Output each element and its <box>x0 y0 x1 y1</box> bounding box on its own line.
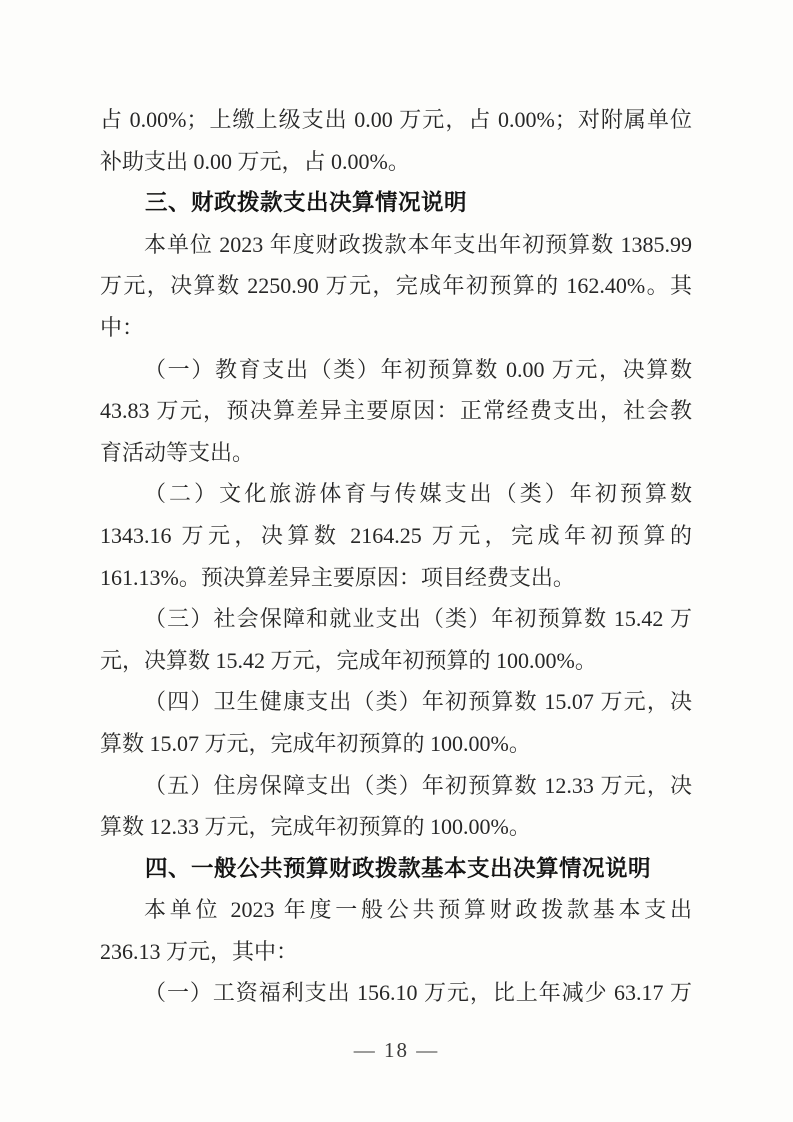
text-line: （一）教育支出（类）年初预算数 0.00 万元，决算数 <box>144 356 692 382</box>
text-line: （三）社会保障和就业支出（类）年初预算数 15.42 万 <box>144 606 692 632</box>
text-line: 算数 15.07 万元，完成年初预算的 100.00%。 <box>100 730 531 756</box>
text-line: 万元，决算数 2250.90 万元，完成年初预算的 162.40%。其 <box>100 273 692 299</box>
text-line: 43.83 万元，预决算差异主要原因：正常经费支出，社会教 <box>100 398 692 424</box>
page-number: — 18 — <box>353 1038 440 1062</box>
text-line: 161.13%。预决算差异主要原因：项目经费支出。 <box>100 564 575 590</box>
text-line: （五）住房保障支出（类）年初预算数 12.33 万元，决 <box>144 772 692 798</box>
text-line: 中： <box>100 314 145 340</box>
page-footer <box>0 1038 793 1063</box>
text-line: 补助支出 0.00 万元，占 0.00%。 <box>100 148 410 174</box>
section-heading: 三、财政拨款支出决算情况说明 <box>145 190 468 216</box>
text-line: 元，决算数 15.42 万元，完成年初预算的 100.00%。 <box>100 647 597 673</box>
section-heading: 四、一般公共预算财政拨款基本支出决算情况说明 <box>145 855 652 881</box>
text-line: 本单位 2023 年度财政拨款本年支出年初预算数 1385.99 <box>144 231 692 257</box>
text-line: 算数 12.33 万元，完成年初预算的 100.00%。 <box>100 814 531 840</box>
text-line: 占 0.00%；上缴上级支出 0.00 万元，占 0.00%；对附属单位 <box>100 107 692 132</box>
text-line: （一）工资福利支出 156.10 万元，比上年减少 63.17 万 <box>144 980 692 1006</box>
text-line: （二）文化旅游体育与传媒支出（类）年初预算数 <box>144 481 692 507</box>
text-line: 1343.16 万元，决算数 2164.25 万元，完成年初预算的 <box>100 522 692 548</box>
text-line: 育活动等支出。 <box>100 439 255 465</box>
document-body <box>100 99 692 1014</box>
text-line: 236.13 万元，其中： <box>100 938 299 964</box>
text-line: （四）卫生健康支出（类）年初预算数 15.07 万元，决 <box>144 689 692 715</box>
text-line: 本单位 2023 年度一般公共预算财政拨款基本支出 <box>144 897 692 923</box>
